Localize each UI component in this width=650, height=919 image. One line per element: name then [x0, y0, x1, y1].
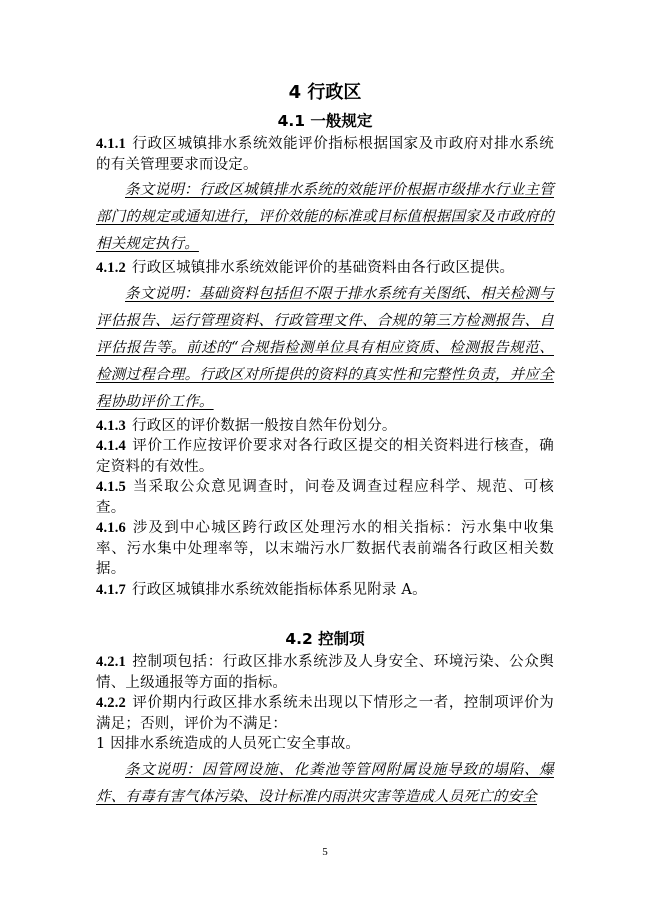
clause-4-1-2: [96, 258, 554, 279]
clause-note-4-1-2: 条文说明：基础资料包括但不限于排水系统有关图纸、相关检测与评估报告、运行管理资料、行政管理文件、合规的第三方检测报告、自评估报告等。前述的“合规指检测单位具有相应资质、检测报告规范、检测过程合理。行政区对所提供的资料的真实性和完整性负责，并应全程协助评价工作。: [96, 285, 554, 410]
clause-number: 4.2.2: [96, 695, 126, 711]
section-title-4-1: 4.1 一般规定: [277, 112, 373, 130]
clause-text: 评价工作应按评价要求对各行政区提交的相关资料进行核查，确定资料的有效性。: [96, 438, 554, 475]
clause-4-2-1: [96, 652, 554, 693]
clause-number: 4.1.2: [96, 260, 126, 276]
page-number: 5: [322, 846, 328, 858]
clause-4-1-6: [96, 518, 554, 580]
clause-number: 4.1.3: [96, 417, 126, 434]
clause-number: 4.1.5: [96, 479, 126, 495]
clause-4-1-4: [96, 436, 554, 477]
clause-number: 4.1.6: [96, 520, 126, 536]
clause-text: 当采取公众意见调查时，问卷及调查过程应科学、规范、可核查。: [96, 479, 554, 516]
chapter-title: 4 行政区: [288, 82, 362, 103]
clause-4-1-3: [96, 416, 554, 437]
clause-number: 4.1.4: [96, 438, 126, 454]
clause-4-1-1: [96, 134, 554, 175]
clause-number: 4.1.7: [96, 581, 126, 598]
clause-4-1-5: [96, 477, 554, 518]
clause-note-4-1-1: 条文说明：行政区城镇排水系统的效能评价根据市级排水行业主管部门的规定或通知进行，评价效能的标准或目标值根据国家及市政府的相关规定执行。: [96, 182, 554, 252]
clause-text: 评价期内行政区排水系统未出现以下情形之一者，控制项评价为满足；否则，评价为不满足：: [96, 695, 554, 732]
page-content: [96, 80, 554, 811]
clause-4-2-2: [96, 693, 554, 734]
clause-note-4-2-2: 条文说明：因管网设施、化粪池等管网附属设施导致的塌陷、爆炸、有毒有害气体污染、设计标准内雨洪灾害等造成人员死亡的安全: [96, 761, 554, 805]
clause-text: 行政区城镇排水系统效能评价的基础资料由各行政区提供。: [132, 260, 515, 276]
clause-text: 控制项包括：行政区排水系统涉及人身安全、环境污染、公众舆情、上级通报等方面的指标。: [96, 654, 554, 691]
clause-number: 4.1.1: [96, 136, 126, 152]
section-title-4-2: 4.2 控制项: [285, 630, 365, 648]
clause-text: 行政区城镇排水系统效能指标体系见附录 A。: [132, 581, 427, 598]
clause-text: 行政区的评价数据一般按自然年份划分。: [132, 417, 397, 434]
clause-number: 4.2.1: [96, 654, 126, 670]
clause-text: 涉及到中心城区跨行政区处理污水的相关指标：污水集中收集率、污水集中处理率等，以末端污水厂数据代表前端各行政区相关数据。: [96, 520, 554, 577]
clause-text: 行政区城镇排水系统效能评价指标根据国家及市政府对排水系统的有关管理要求而设定。: [96, 136, 554, 173]
list-item-1: 1 因排水系统造成的人员死亡安全事故。: [96, 736, 361, 752]
clause-4-1-7: [96, 580, 554, 601]
